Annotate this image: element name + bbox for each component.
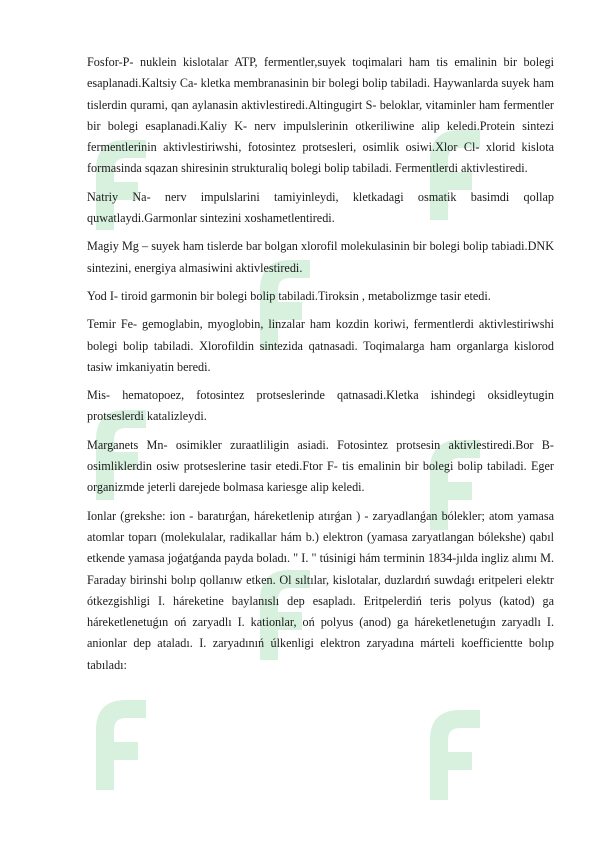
paragraph-iodine: Yod I- tiroid garmonin bir bolegi bolip tabiladi.Tiroksin , metabolizmge tasir etedi.	[87, 288, 491, 303]
paragraph-sodium: Natriy Na- nerv impulslarini tamiyinleydi, kletkadagi osmatik basimdi qollap quwatlaydi.Garmonlar sintezini xoshametlentiredi.	[87, 189, 554, 226]
paragraph-magnesium: Magiy Mg – suyek ham tislerde bar bolgan xlorofil molekulasinin bir bolegi bolip tabiadi.DNK sintezini, energiya almasiwini aktivlestiredi.	[87, 239, 554, 275]
paragraph-ions: Ionlar (grekshe: ion - baratırǵan, háreketlenip atırǵan ) - zaryadlanǵan bólekler; atom yamasa atomlar toparı (molekulalar, radikallar hám b.) elektron (yamasa zaryatlangan bólekshe) qabıl etkende yamasa joǵatǵanda payda boladı. " I. " túsinigi hám terminin 1834-jılda ingliz alımı M. Faraday birinshi bolıp qollanıw etken. Ol sıltılar, kislotalar, duzlardıń suwdaǵı eritpeleri elektr ótkezgishligi I. háreketine baylanıslı dep esapladı. Eritpelerdiń teris polyus (katod) ga háreketlenetuǵın oń zaryadlı I. kationlar, oń polyus (anod) ga háreketlenetuǵın zaryadlı I. anionlar dep ataladı. I. zaryadınıń úlkenligi elektron zaryadına márteli koefficientte bolıp tabıladı:	[87, 508, 554, 672]
paragraph-phosphorus: Fosfor-P- nuklein kislotalar ATP, fermentler,suyek toqimalari ham tis emalinin bir bolegi esaplanadi.Kaltsiy Ca- kletka membranasinin bir bolegi bolip tabiladi. Haywanlarda suyek ham tislerdin qurami, qan aylanasin aktivlestiredi.Altingugirt S- beloklar, vitaminler ham fermentler bir bolegi esaplanadi.Kaliy K- nerv impulslerinin otkeriliwine alip keledi.Protein sintezi fermentlerinin aktivlestiriwshi, fotosintez protsesleri, osimlik osiwi.Xlor Cl- xlorid kislota formasinda sqazan shiresinin strukturaliq bolegi bolip tabiladi. Fermentlerdi aktivlestiredi.	[87, 55, 554, 176]
paragraph-copper: Mis- hematopoez, fotosintez protseslerinde qatnasadi.Kletka ishindegi oksidleytugin protseslerdi katalizleydi.	[87, 388, 554, 424]
watermark-logo-icon	[420, 700, 490, 810]
watermark-logo-icon	[86, 690, 156, 800]
document-body	[87, 52, 554, 683]
paragraph-manganese: Marganets Mn- osimikler zuraatliligin asiadi. Fotosintez protsesin aktivlestiredi.Bor B- osimliklerdin osiw protseslerine tasir etedi.Ftor F- tis emalinin bir bolegi bolip tabiladi. Eger organizmde jeterli darejede bolmasa kariesge alip keledi.	[87, 437, 554, 495]
paragraph-iron: Temir Fe- gemoglabin, myoglobin, linzalar ham kozdin koriwi, fermentlerdi aktivlestiriwshi bolegi bolip tabiladi. Xlorofildin sintezida qatnasadi. Toqimalarga ham organlarga kislorod tasiw imkaniyatin beredi.	[87, 317, 554, 374]
